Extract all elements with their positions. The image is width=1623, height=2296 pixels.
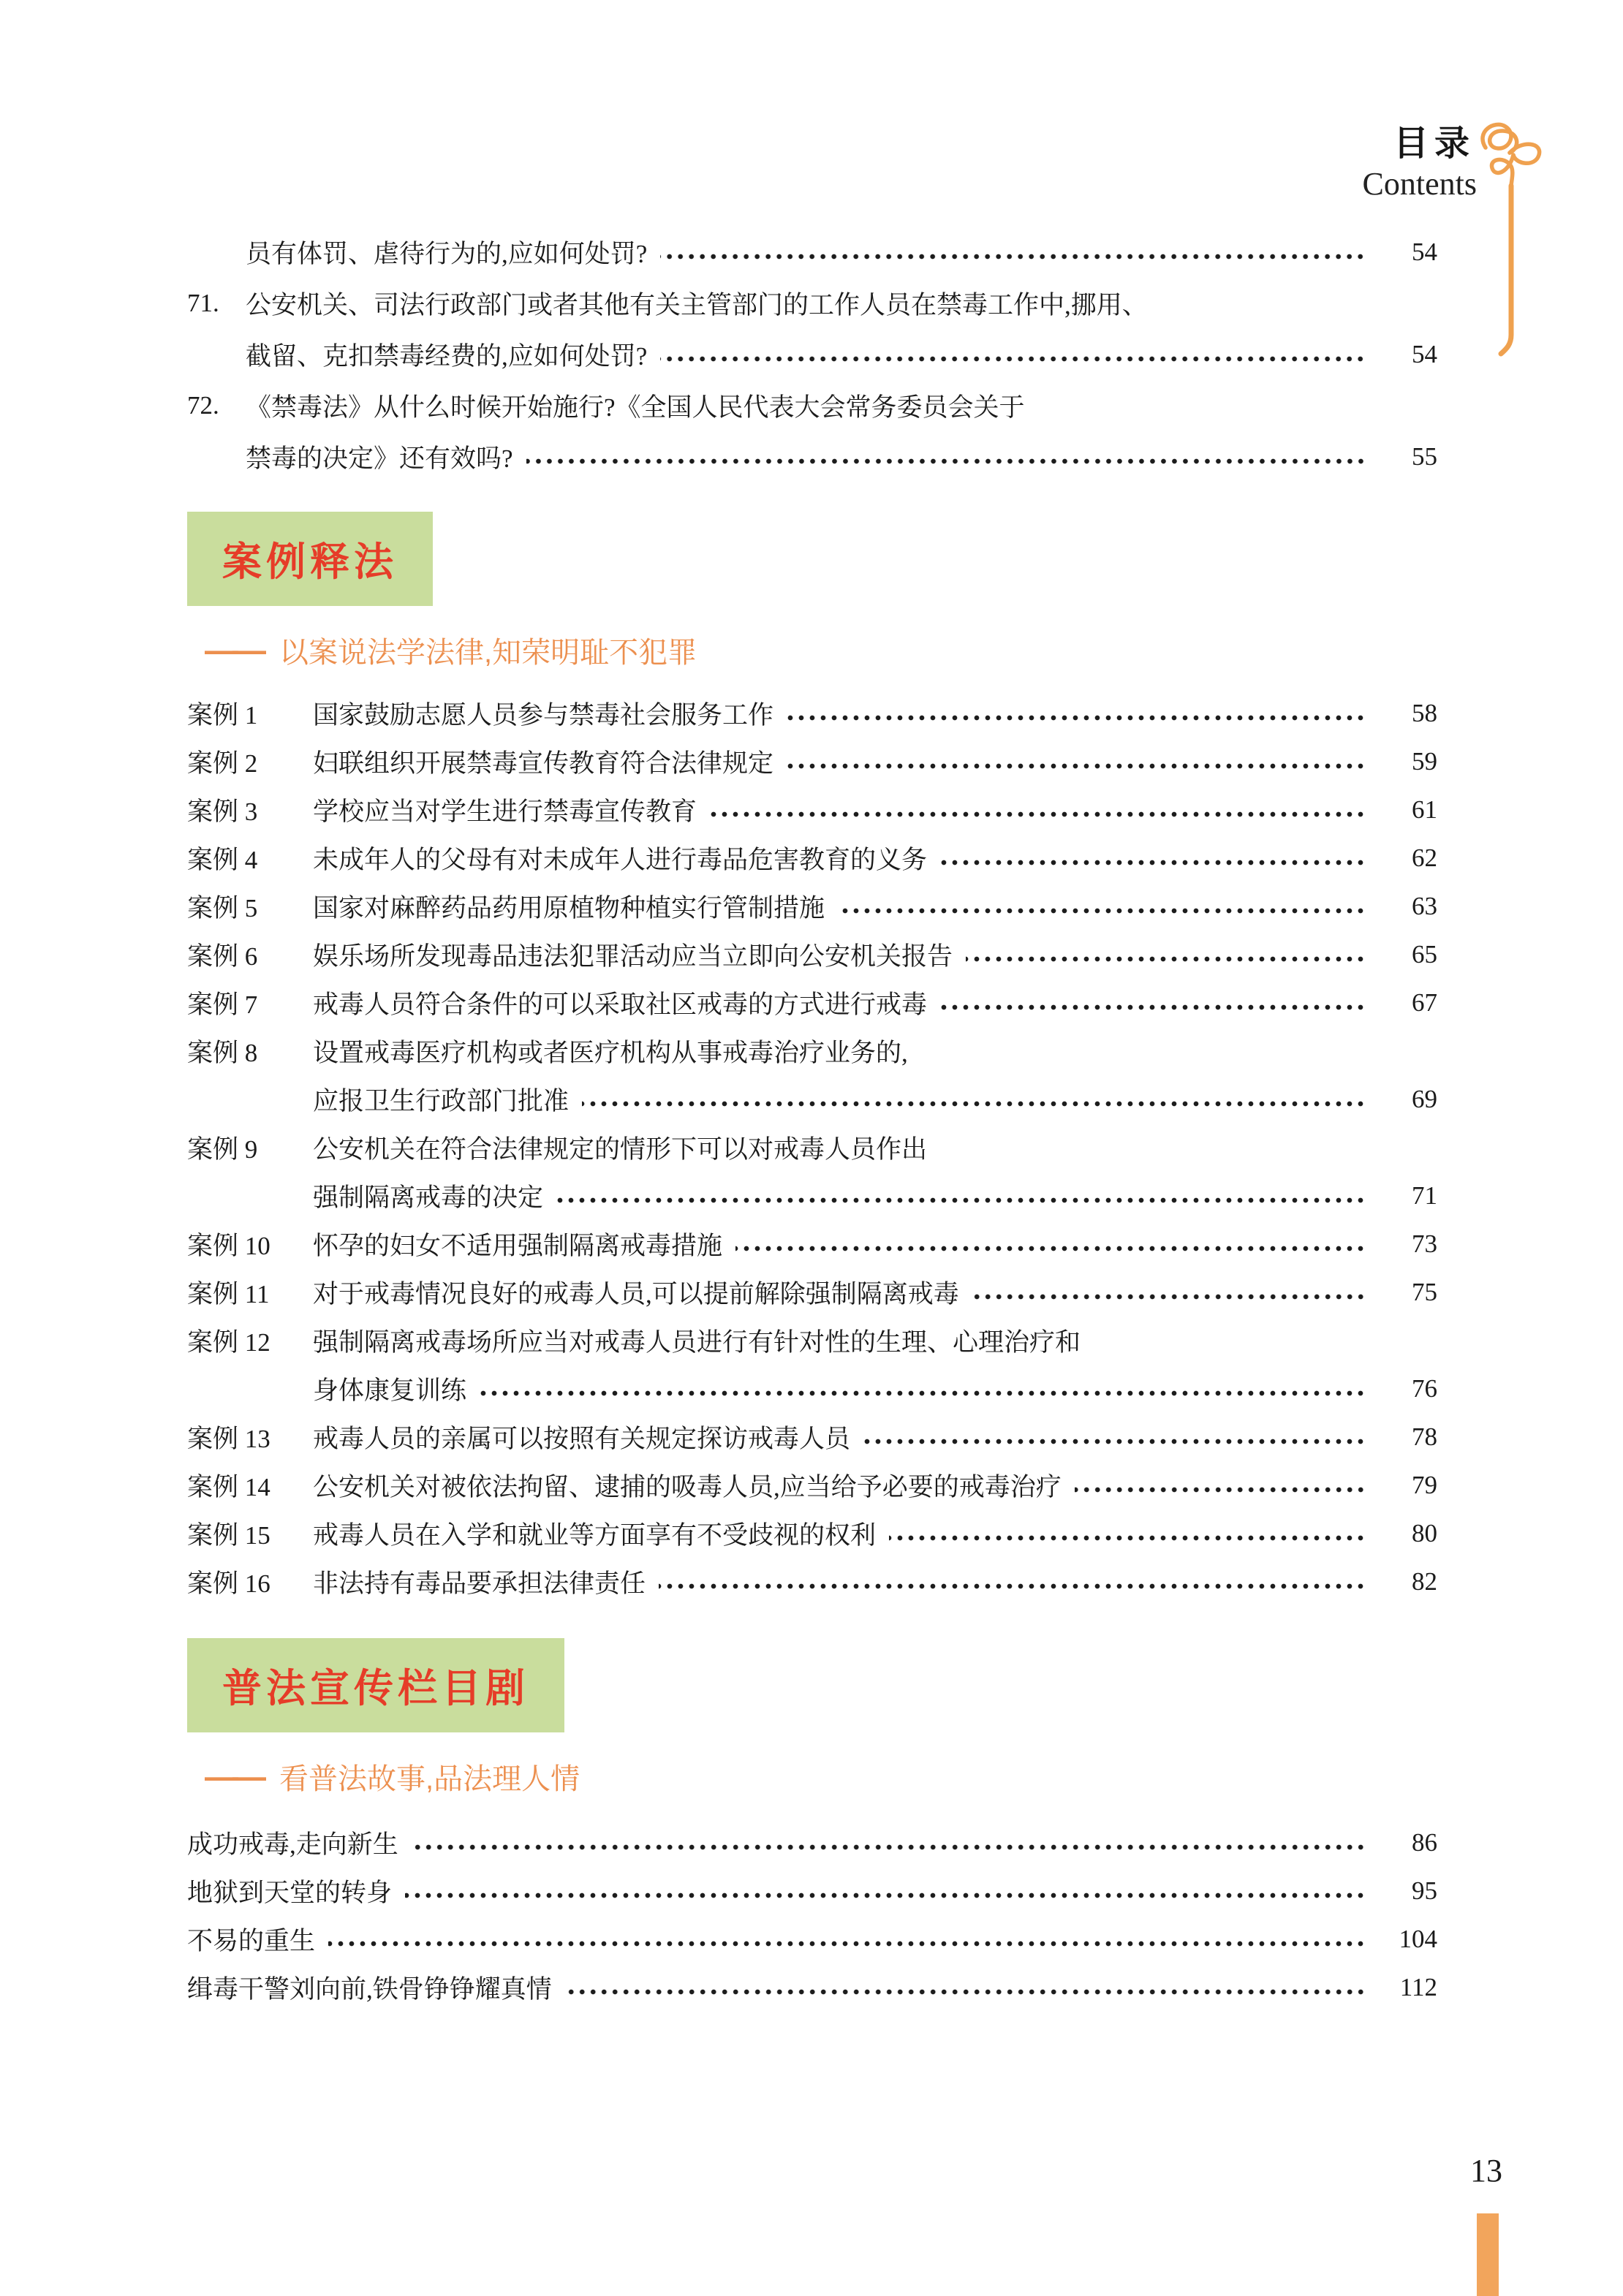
toc-entry bbox=[187, 278, 1437, 329]
toc-entry bbox=[187, 738, 1437, 786]
toc-page-number: 55 bbox=[1412, 442, 1437, 471]
toc-entry bbox=[187, 931, 1437, 979]
toc-page-number: 82 bbox=[1412, 1567, 1437, 1596]
folio-page-number: 13 bbox=[1470, 2153, 1502, 2189]
toc-entry-text: 戒毒人员的亲属可以按照有关规定探访戒毒人员 bbox=[313, 1425, 851, 1453]
toc-entry bbox=[187, 1027, 1437, 1075]
toc-entry-text: 国家鼓励志愿人员参与禁毒社会服务工作 bbox=[313, 701, 774, 730]
toc-entry bbox=[187, 1075, 1437, 1124]
toc-content bbox=[187, 227, 1437, 2012]
section-banner-law-drama bbox=[187, 1638, 564, 1732]
dot-leader bbox=[787, 715, 1369, 721]
toc-entry bbox=[187, 1509, 1437, 1558]
toc-entry bbox=[187, 431, 1437, 482]
toc-entry bbox=[187, 834, 1437, 882]
toc-page-number: 62 bbox=[1412, 844, 1437, 872]
toc-entry-text: 娱乐场所发现毒品违法犯罪活动应当立即向公安机关报告 bbox=[313, 942, 953, 971]
toc-entry-text: 学校应当对学生进行禁毒宣传教育 bbox=[313, 797, 697, 826]
dot-leader bbox=[735, 1246, 1369, 1251]
toc-page-number: 75 bbox=[1412, 1278, 1437, 1306]
toc-entry-text: 截留、克扣禁毒经费的,应如何处罚? bbox=[246, 342, 648, 371]
dot-leader bbox=[940, 860, 1369, 865]
toc-entry bbox=[187, 1413, 1437, 1461]
toc-page-number: 71 bbox=[1412, 1181, 1437, 1210]
toc-entry bbox=[187, 1461, 1437, 1509]
toc-entry-label: 案例 11 bbox=[187, 1280, 270, 1308]
toc-entry-label: 案例 3 bbox=[187, 797, 258, 826]
subtitle-dash: —— bbox=[205, 631, 260, 669]
toc-entry bbox=[187, 1268, 1437, 1316]
toc-entry-text: 公安机关在符合法律规定的情形下可以对戒毒人员作出 bbox=[313, 1135, 928, 1164]
toc-entry-text: 应报卫生行政部门批准 bbox=[313, 1087, 570, 1115]
flourish-ornament bbox=[1471, 115, 1551, 360]
section-banner-title: 案例释法 bbox=[222, 540, 398, 584]
toc-entry-text: 公安机关对被依法拘留、逮捕的吸毒人员,应当给予必要的戒毒治疗 bbox=[313, 1473, 1062, 1501]
toc-page-number: 78 bbox=[1412, 1422, 1437, 1451]
toc-page-number: 69 bbox=[1412, 1085, 1437, 1113]
toc-page-number: 95 bbox=[1412, 1876, 1437, 1905]
toc-entry bbox=[187, 979, 1437, 1027]
toc-entry-label: 案例 2 bbox=[187, 749, 258, 778]
toc-entry bbox=[187, 882, 1437, 931]
toc-entry-text: 怀孕的妇女不适用强制隔离戒毒措施 bbox=[313, 1232, 723, 1260]
toc-page-number: 86 bbox=[1412, 1828, 1437, 1857]
dot-leader bbox=[556, 1197, 1369, 1203]
toc-entry-label: 72. bbox=[187, 391, 219, 420]
dot-leader bbox=[328, 1941, 1369, 1947]
toc-entry-text: 强制隔离戒毒场所应当对戒毒人员进行有针对性的生理、心理治疗和 bbox=[313, 1328, 1081, 1357]
toc-entry bbox=[187, 1963, 1437, 2012]
toc-entry-text: 国家对麻醉药品药用原植物种植实行管制措施 bbox=[313, 894, 825, 922]
section-banner-title: 普法宣传栏目剧 bbox=[222, 1667, 529, 1710]
dot-leader bbox=[405, 1893, 1369, 1898]
toc-entry bbox=[187, 1819, 1437, 1867]
toc-entry-text: 缉毒干警刘向前,铁骨铮铮耀真情 bbox=[187, 1975, 552, 2004]
toc-page-number: 54 bbox=[1412, 340, 1437, 368]
toc-entry bbox=[187, 1867, 1437, 1915]
toc-entry-text: 身体康复训练 bbox=[313, 1376, 467, 1405]
toc-entry-label: 案例 8 bbox=[187, 1039, 258, 1067]
toc-entry bbox=[187, 1172, 1437, 1220]
dot-leader bbox=[1075, 1487, 1369, 1493]
dot-leader bbox=[412, 1844, 1369, 1850]
dot-leader bbox=[660, 356, 1369, 362]
toc-entry-label: 案例 6 bbox=[187, 942, 258, 971]
toc-entry bbox=[187, 786, 1437, 834]
toc-entry-label: 案例 1 bbox=[187, 701, 258, 730]
dot-leader bbox=[660, 254, 1369, 259]
dot-leader bbox=[863, 1439, 1369, 1444]
toc-page-number: 65 bbox=[1412, 940, 1437, 969]
toc-entry-text: 未成年人的父母有对未成年人进行毒品危害教育的义务 bbox=[313, 846, 928, 874]
toc-page-number: 79 bbox=[1412, 1471, 1437, 1499]
dot-leader bbox=[710, 811, 1369, 817]
footer-accent-bar bbox=[1477, 2213, 1499, 2296]
toc-page-number: 104 bbox=[1399, 1925, 1437, 1953]
toc-entry bbox=[187, 380, 1437, 431]
toc-page-number: 80 bbox=[1412, 1519, 1437, 1547]
toc-entry bbox=[187, 1915, 1437, 1963]
toc-page-number: 63 bbox=[1412, 892, 1437, 920]
toc-entry-text: 成功戒毒,走向新生 bbox=[187, 1830, 398, 1859]
toc-entry bbox=[187, 1558, 1437, 1606]
dot-leader bbox=[787, 763, 1369, 769]
dot-leader bbox=[526, 458, 1369, 464]
dot-leader bbox=[480, 1390, 1369, 1396]
section-subtitle-case bbox=[205, 631, 1437, 669]
toc-entry-label: 案例 14 bbox=[187, 1473, 270, 1501]
toc-entry-text: 强制隔离戒毒的决定 bbox=[313, 1183, 544, 1212]
toc-entry bbox=[187, 329, 1437, 380]
toc-page-number: 61 bbox=[1412, 795, 1437, 824]
toc-entry-label: 案例 9 bbox=[187, 1135, 258, 1164]
toc-entry-label: 71. bbox=[187, 289, 219, 317]
toc-page-number: 59 bbox=[1412, 747, 1437, 776]
page-title: 目录 bbox=[1393, 124, 1475, 163]
page-title-english: Contents bbox=[1362, 165, 1477, 202]
dot-leader bbox=[838, 908, 1369, 914]
toc-entry bbox=[187, 1365, 1437, 1413]
subtitle-dash: —— bbox=[205, 1757, 260, 1795]
toc-entry-label: 案例 10 bbox=[187, 1232, 270, 1260]
toc-entry-text: 地狱到天堂的转身 bbox=[187, 1879, 393, 1907]
toc-entry-label: 案例 16 bbox=[187, 1569, 270, 1598]
toc-entry-text: 非法持有毒品要承担法律责任 bbox=[313, 1569, 646, 1598]
toc-page-number: 112 bbox=[1399, 1973, 1437, 2001]
dot-leader bbox=[889, 1535, 1369, 1541]
toc-entry bbox=[187, 689, 1437, 738]
toc-entry-text: 公安机关、司法行政部门或者其他有关主管部门的工作人员在禁毒工作中,挪用、 bbox=[246, 291, 1148, 319]
toc-entry-text: 《禁毒法》从什么时候开始施行?《全国人民代表大会常务委员会关于 bbox=[246, 393, 1025, 422]
dot-leader bbox=[966, 956, 1369, 962]
toc-entry-label: 案例 7 bbox=[187, 990, 258, 1019]
page-header bbox=[1363, 123, 1477, 200]
dot-leader bbox=[582, 1101, 1369, 1107]
qa-entries bbox=[187, 227, 1437, 482]
toc-entry-label: 案例 13 bbox=[187, 1425, 270, 1453]
toc-entry-label: 案例 5 bbox=[187, 894, 258, 922]
toc-page-number: 58 bbox=[1412, 699, 1437, 727]
toc-entry bbox=[187, 1220, 1437, 1268]
toc-entry bbox=[187, 1316, 1437, 1365]
dot-leader bbox=[972, 1294, 1369, 1300]
toc-page-number: 76 bbox=[1412, 1374, 1437, 1403]
dot-leader bbox=[659, 1583, 1369, 1589]
dot-leader bbox=[940, 1004, 1369, 1010]
toc-entry-text: 对于戒毒情况良好的戒毒人员,可以提前解除强制隔离戒毒 bbox=[313, 1280, 959, 1308]
toc-entry-text: 不易的重生 bbox=[187, 1927, 316, 1955]
drama-entries bbox=[187, 1819, 1437, 2012]
section-subtitle-drama bbox=[205, 1757, 1437, 1795]
toc-entry-label: 案例 12 bbox=[187, 1328, 270, 1357]
section-subtitle-text: 以案说法学法律,知荣明耻不犯罪 bbox=[279, 636, 697, 669]
toc-entry-text: 戒毒人员符合条件的可以采取社区戒毒的方式进行戒毒 bbox=[313, 990, 928, 1019]
toc-page-number: 73 bbox=[1412, 1230, 1437, 1258]
section-subtitle-text: 看普法故事,品法理人情 bbox=[279, 1762, 580, 1795]
case-entries bbox=[187, 689, 1437, 1606]
toc-entry-text: 禁毒的决定》还有效吗? bbox=[246, 444, 513, 473]
toc-entry-text: 妇联组织开展禁毒宣传教育符合法律规定 bbox=[313, 749, 774, 778]
toc-entry bbox=[187, 1124, 1437, 1172]
toc-entry-text: 设置戒毒医疗机构或者医疗机构从事戒毒治疗业务的, bbox=[313, 1039, 908, 1067]
toc-entry-label: 案例 4 bbox=[187, 846, 258, 874]
toc-entry bbox=[187, 227, 1437, 278]
section-banner-case-explain bbox=[187, 512, 433, 606]
dot-leader bbox=[565, 1989, 1369, 1995]
toc-entry-text: 员有体罚、虐待行为的,应如何处罚? bbox=[246, 240, 648, 268]
toc-entry-label: 案例 15 bbox=[187, 1521, 270, 1550]
toc-entry-text: 戒毒人员在入学和就业等方面享有不受歧视的权利 bbox=[313, 1521, 877, 1550]
toc-page-number: 54 bbox=[1412, 238, 1437, 266]
toc-page-number: 67 bbox=[1412, 988, 1437, 1017]
